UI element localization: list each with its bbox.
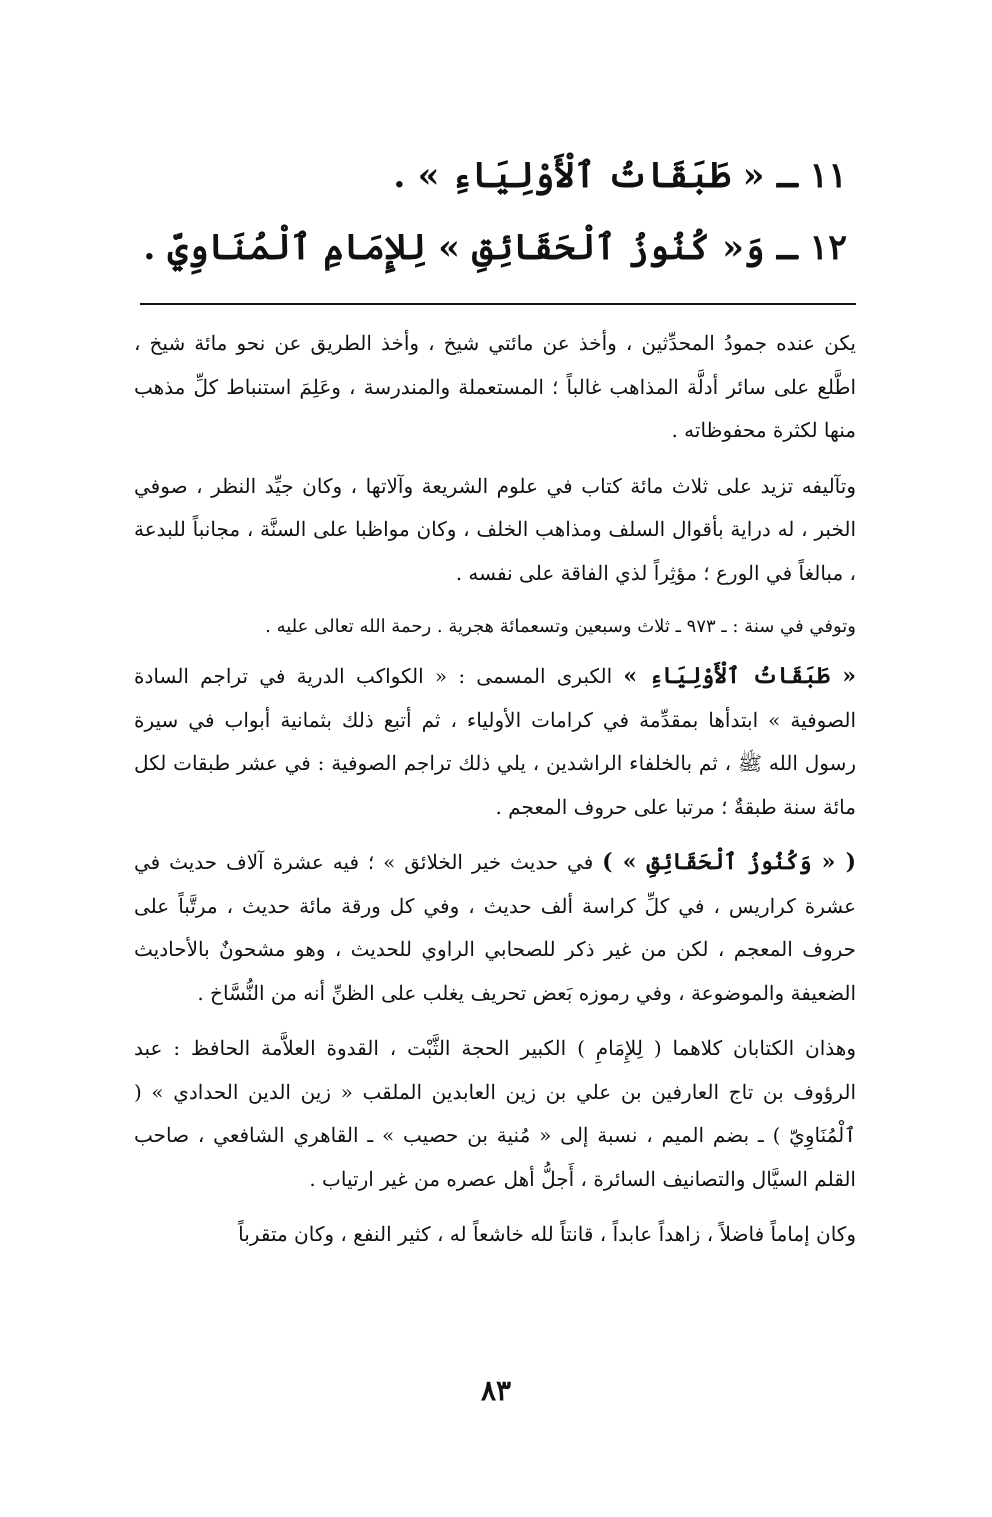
book-title-item: ١٢ ـ وَ« كُنُوزُ ٱلْحَقَائِقِ » لِلإِمَامِ ٱلْمُنَاوِيِّ . xyxy=(143,227,847,268)
paragraph xyxy=(134,1213,856,1257)
paragraph xyxy=(134,1027,856,1201)
book-title-item: ١١ ـ « طَبَقَاتُ ٱلْأَوْلِيَاءِ » . xyxy=(393,155,847,196)
page-number: ٨٣ xyxy=(480,1374,512,1407)
paragraph-text: وهذان الكتابان كلاهما ( لِلإِمَامِ ) الكبير الحجة الثَّبْت ، القدوة العلاَّمة الحافظ : عبد الرؤوف بن تاج العارفين بن علي بن زين العابدين الملقب « زين الدين الحدادي » ( ٱلْمُنَاوِيّ ) ـ بضم الميم ، نسبة إلى « مُنية بن حصيب » ـ القاهري الشافعي ، صاحب القلم السيَّال والتصانيف السائرة ، أَجلُّ أهل عصره من غير ارتياب . xyxy=(134,1036,856,1191)
paragraph-text: وكان إماماً فاضلاً ، زاهداً عابداً ، قانتاً لله خاشعاً له ، كثير النفع ، وكان متقرباً xyxy=(238,1222,856,1246)
paragraph xyxy=(134,322,856,453)
paragraph-text: وتوفي في سنة : ـ ٩٧٣ ـ ثلاث وسبعين وتسعمائة هجرية . رحمة الله تعالى عليه . xyxy=(265,616,856,637)
book-title-list xyxy=(127,140,847,284)
paragraph xyxy=(134,465,856,596)
footnote-text xyxy=(134,322,856,1269)
paragraph-text: في حديث خير الخلائق » ؛ فيه عشرة آلاف حديث في عشرة كراريس ، في كلِّ كراسة ألف حديث ، وفي كل ورقة مائة حديث ، مرتَّباً على حروف المعجم ، لكن من غير ذكر للصحابي الراوي للحديث ، وهو مشحونٌ بالأحاديث الضعيفة والموضوعة ، وفي رموزه بَعض تحريف يغلب على الظنِّ أنه من النُّسَّاخ . xyxy=(134,850,856,1005)
paragraph xyxy=(134,607,856,647)
book-title-term: « طَبَقَاتُ ٱلْأَوْلِيَاءِ » xyxy=(623,663,856,689)
paragraph xyxy=(134,841,856,1015)
paragraph-text: يكن عنده جمودُ المحدِّثين ، وأخذ عن مائتي شيخ ، وأخذ الطريق عن نحو مائة شيخ ، اطَّلع على سائر أدلَّة المذاهب غالباً ؛ المستعملة والمندرسة ، وعَلِمَ استنباط كلِّ مذهب منها لكثرة محفوظاته . xyxy=(134,331,856,442)
footnote-divider xyxy=(140,303,856,305)
book-title-term: ( « وَكُنُوزُ ٱلْحَقَائِقِ » ) xyxy=(602,849,856,875)
paragraph-text: وتآليفه تزيد على ثلاث مائة كتاب في علوم الشريعة وآلاتها ، وكان جيِّد النظر ، صوفي الخبر ، له دراية بأقوال السلف ومذاهب الخلف ، وكان مواظبا على السنَّة ، مجانباً للبدعة ، مبالغاً في الورع ؛ مؤثِراً لذي الفاقة على نفسه . xyxy=(134,473,857,585)
paragraph xyxy=(134,655,856,829)
paragraph-text: الكبرى المسمى : « الكواكب الدرية في تراجم السادة الصوفية » ابتدأها بمقدِّمة في كرامات الأولياء ، ثم أتبع ذلك بثمانية أبواب في سيرة رسول الله ﷺ ، ثم بالخلفاء الراشدين ، يلي ذلك تراجم الصوفية : في عشر طبقات لكل مائة سنة طبقةٌ ؛ مرتبا على حروف المعجم . xyxy=(134,664,857,819)
